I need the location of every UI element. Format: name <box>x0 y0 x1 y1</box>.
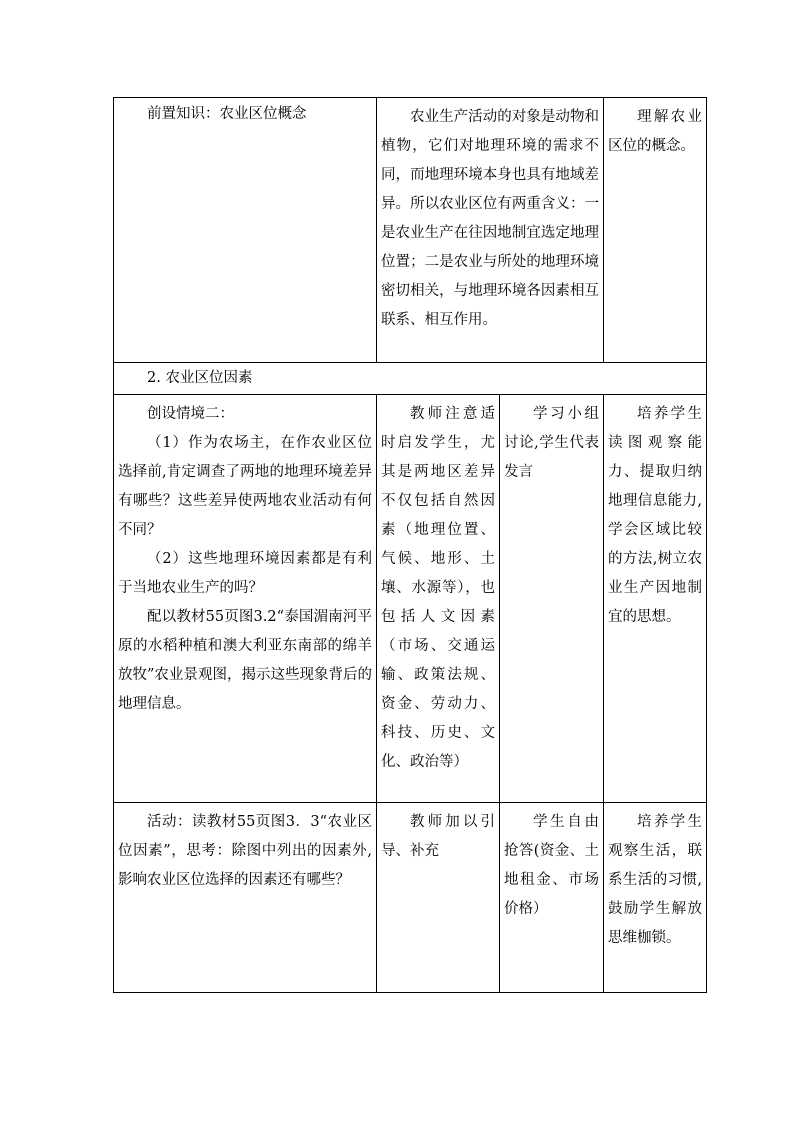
section-heading: 2. 农业区位因素 <box>147 370 253 386</box>
scenario-student-cell <box>500 395 604 803</box>
scenario-title: 创设情境二： <box>147 406 234 422</box>
scenario-question-2: （2）这些地理环境因素都是有利于当地农业生产的吗？ <box>118 551 372 596</box>
table-row-scenario-two <box>114 395 707 803</box>
scenario-question-1: （1）作为农场主，在作农业区位选择前,肯定调查了两地的地理环境差异有哪些？这些差异使两地农业活动有何不同？ <box>118 435 372 538</box>
prior-knowledge-title: 前置知识：农业区位概念 <box>147 106 307 122</box>
activity-student-cell <box>500 803 604 993</box>
scenario-activity-cell <box>114 395 377 803</box>
activity-student-text: 学生自由抢答(资金、土地租金、市场价格） <box>504 814 599 917</box>
section-heading-cell <box>114 363 707 395</box>
scenario-teacher-text: 教师注意适时启发学生，尤其是两地区差异不仅包括自然因素（地理位置、气候、地形、土壤、水源等），也包括人文因素（市场、交通运输、政策法规、资金、劳动力、科技、历史、文化、政治等） <box>381 406 495 770</box>
prior-knowledge-content: 农业生产活动的对象是动物和植物，它们对地理环境的需求不同，而地理环境本身也具有地域差异。所以农业区位有两重含义：一是农业生产在往因地制宜选定地理位置；二是农业与所处的地理环境密切相关，与地理环境各因素相互联系、相互作用。 <box>381 109 599 328</box>
activity-teacher-text: 教师加以引导、补充 <box>381 814 495 859</box>
prior-knowledge-content-cell <box>377 98 604 363</box>
activity-text: 活动：读教材55页图3．3“农业区位因素”，思考：除图中列出的因素外,影响农业区位选择的因素还有哪些？ <box>118 814 372 888</box>
prior-knowledge-cell <box>114 98 377 363</box>
scenario-goal-text: 培养学生读图观察能力、提取归纳地理信息能力,学会区域比较的方法,树立农业生产因地制宜的思想。 <box>608 406 702 625</box>
scenario-figure-note: 配以教材55页图3.2“泰国湄南河平原的水稻种植和澳大利亚东南部的绵羊放牧”农业景观图，揭示这些现象背后的地理信息。 <box>118 609 372 712</box>
prior-knowledge-goal-cell <box>604 98 707 363</box>
scenario-goal-cell <box>604 395 707 803</box>
table-row-activity <box>114 803 707 993</box>
table-row-prior-knowledge <box>114 98 707 363</box>
scenario-student-text: 学习小组讨论,学生代表发言 <box>504 406 599 480</box>
activity-goal-cell <box>604 803 707 993</box>
activity-teacher-cell <box>377 803 500 993</box>
scenario-teacher-cell <box>377 395 500 803</box>
activity-cell <box>114 803 377 993</box>
activity-goal-text: 培养学生观察生活，联系生活的习惯,鼓励学生解放思维枷锁。 <box>608 814 702 946</box>
table-row-section-heading <box>114 363 707 395</box>
prior-knowledge-goal: 理解农业区位的概念。 <box>608 109 702 154</box>
lesson-plan-table <box>113 97 707 993</box>
